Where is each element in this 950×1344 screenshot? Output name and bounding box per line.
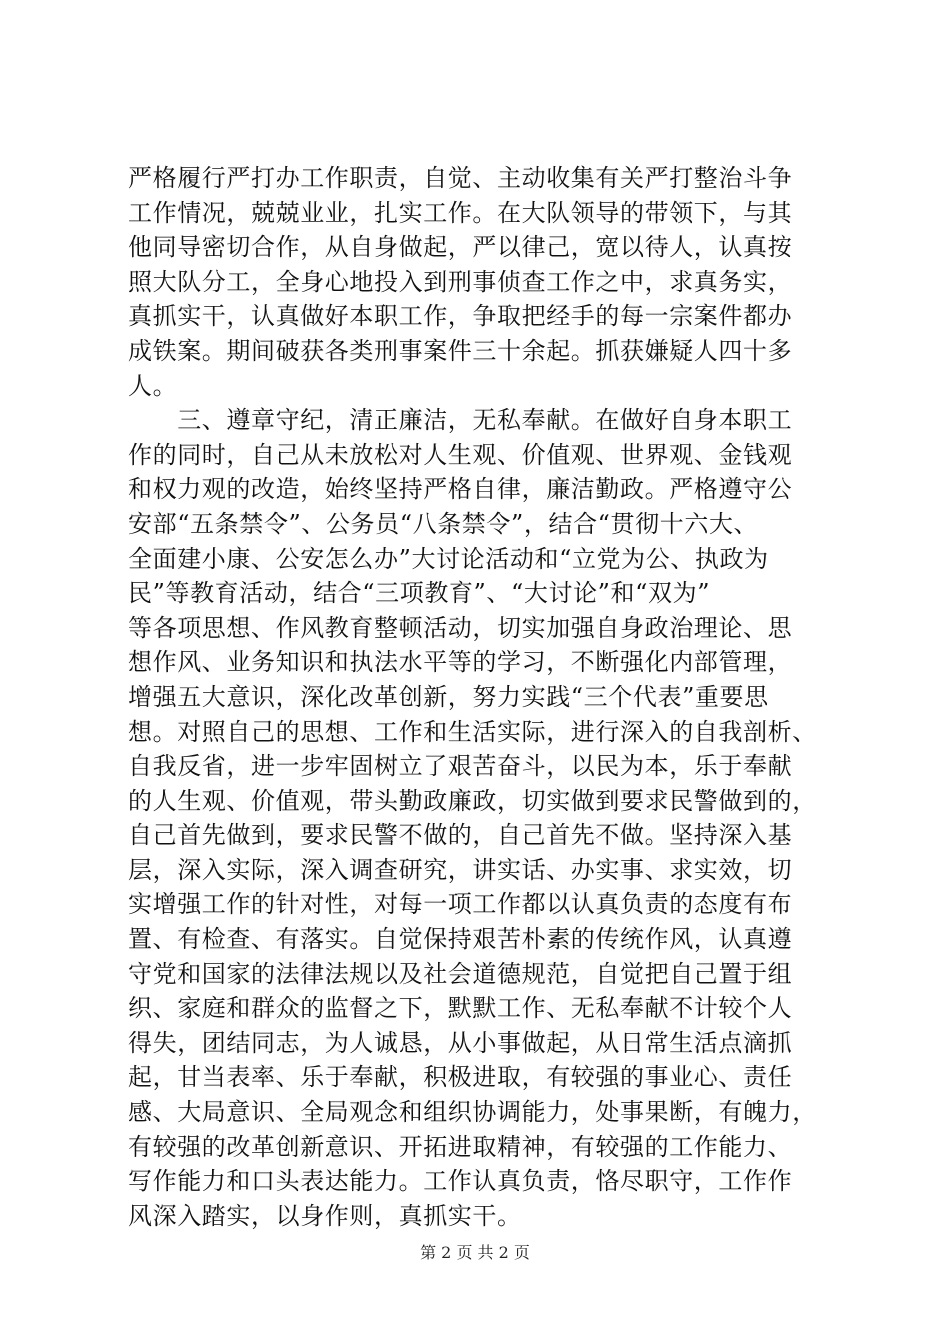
- text-line: 民”等教育活动，结合“三项教育”、“大讨论”和“双为”: [128, 579, 711, 608]
- text-line: 自我反省，进一步牢固树立了艰苦奋斗，以民为本，乐于奉献: [128, 752, 793, 781]
- section-heading-line: 三、遵章守纪，清正廉洁，无私奉献。在做好自身本职工: [128, 406, 793, 435]
- text-line: 工作情况，兢兢业业，扎实工作。在大队领导的带领下，与其: [128, 198, 793, 227]
- text-line: 成铁案。期间破获各类刑事案件三十余起。抓获嫌疑人四十多: [128, 336, 793, 365]
- text-line: 严格履行严打办工作职责，自觉、主动收集有关严打整治斗争: [128, 164, 793, 192]
- text-line: 想。对照自己的思想、工作和生活实际，进行深入的自我剖析、: [128, 717, 817, 746]
- text-line: 作的同时，自己从未放松对人生观、价值观、世界观、金钱观: [128, 440, 793, 469]
- text-line: 想作风、业务知识和执法水平等的学习，不断强化内部管理，: [128, 648, 793, 677]
- text-line: 写作能力和口头表达能力。工作认真负责，恪尽职守，工作作: [128, 1167, 793, 1196]
- text-line: 和权力观的改造，始终坚持严格自律，廉洁勤政。严格遵守公: [128, 475, 793, 504]
- text-line: 起，甘当表率、乐于奉献，积极进取，有较强的事业心、责任: [128, 1063, 793, 1092]
- document-body: [128, 161, 828, 1233]
- page-footer: [0, 1243, 950, 1263]
- text-line: 得失，团结同志，为人诚恳，从小事做起，从日常生活点滴抓: [128, 1028, 793, 1057]
- text-line: 层，深入实际，深入调查研究，讲实话、办实事、求实效，切: [128, 855, 793, 884]
- text-line: 增强五大意识，深化改革创新，努力实践“三个代表”重要思: [128, 682, 769, 711]
- text-line: 等各项思想、作风教育整顿活动，切实加强自身政治理论、思: [128, 613, 793, 642]
- text-line: 全面建小康、公安怎么办”大讨论活动和“立党为公、执政为: [128, 544, 769, 573]
- text-line: 人。: [128, 371, 178, 400]
- text-line: 风深入踏实，以身作则，真抓实干。: [128, 1201, 522, 1230]
- text-line: 安部“五条禁令”、公务员“八条禁令”，结合“贯彻十六大、: [128, 509, 759, 538]
- text-line: 置、有检查、有落实。自觉保持艰苦朴素的传统作风，认真遵: [128, 925, 793, 954]
- text-line: 实增强工作的针对性，对每一项工作都以认真负责的态度有布: [128, 890, 793, 919]
- text-line: 他同导密切合作，从自身做起，严以律己，宽以待人，认真按: [128, 233, 793, 262]
- page-indicator: 第 2 页 共 2 页: [420, 1243, 530, 1262]
- text-line: 自己首先做到，要求民警不做的，自己首先不做。坚持深入基: [128, 821, 793, 850]
- text-line: 织、家庭和群众的监督之下，默默工作、无私奉献不计较个人: [128, 994, 793, 1023]
- text-line: 有较强的改革创新意识、开拓进取精神，有较强的工作能力、: [128, 1132, 793, 1161]
- text-line: 真抓实干，认真做好本职工作，争取把经手的每一宗案件都办: [128, 302, 793, 331]
- text-line: 的人生观、价值观，带头勤政廉政，切实做到要求民警做到的，: [128, 786, 817, 815]
- text-line: 感、大局意识、全局观念和组织协调能力，处事果断，有魄力，: [128, 1098, 817, 1127]
- text-line: 照大队分工，全身心地投入到刑事侦查工作之中，求真务实，: [128, 267, 793, 296]
- text-line: 守党和国家的法律法规以及社会道德规范，自觉把自己置于组: [128, 959, 793, 988]
